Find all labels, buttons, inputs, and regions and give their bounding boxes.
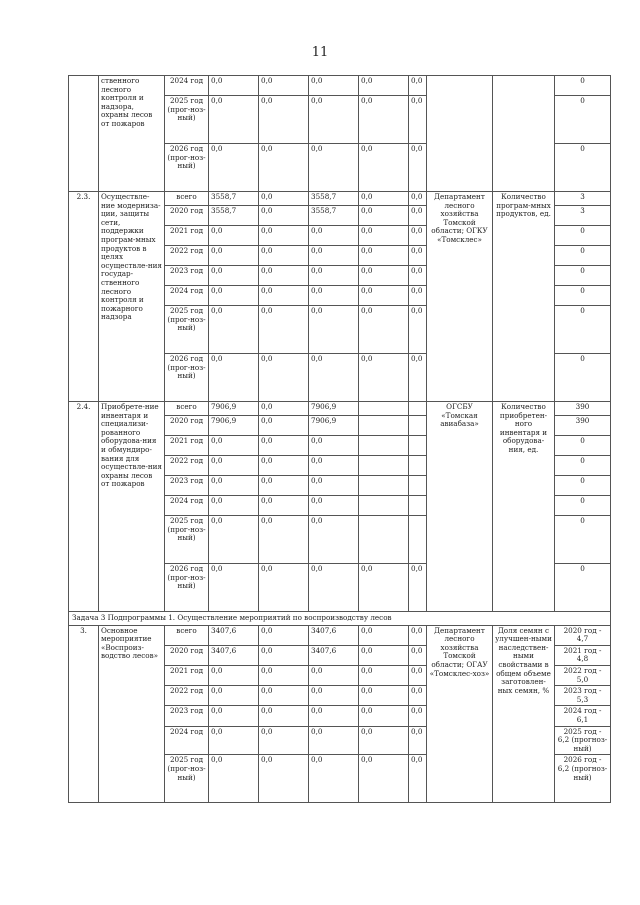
value-cell: 0,0 — [359, 226, 409, 246]
value-cell: 0,0 — [209, 726, 259, 755]
value-cell: 0,0 — [309, 226, 359, 246]
year-cell: 2025 год (прог-ноз-ный) — [165, 516, 209, 564]
value-cell — [409, 402, 427, 416]
value-cell: 0,0 — [359, 286, 409, 306]
value-cell: 0,0 — [409, 226, 427, 246]
value-cell: 0,0 — [309, 755, 359, 803]
value-cell: 0,0 — [309, 726, 359, 755]
year-cell: 2025 год (прог-ноз-ный) — [165, 755, 209, 803]
value-cell: 0,0 — [359, 206, 409, 226]
target-value: 0 — [555, 354, 611, 402]
value-cell: 0,0 — [359, 246, 409, 266]
value-cell: 0,0 — [209, 354, 259, 402]
value-cell: 3558,7 — [309, 206, 359, 226]
executor-cell: Департамент лесного хозяйства Томской области; ОГКУ «Томсклес» — [427, 192, 493, 402]
value-cell: 0,0 — [409, 706, 427, 726]
year-cell: всего — [165, 625, 209, 645]
value-cell: 0,0 — [259, 665, 309, 685]
value-cell: 0,0 — [259, 496, 309, 516]
value-cell: 0,0 — [409, 266, 427, 286]
value-cell: 0,0 — [409, 354, 427, 402]
year-cell: 2021 год — [165, 436, 209, 456]
value-cell: 0,0 — [309, 436, 359, 456]
executor-cell: Департамент лесного хозяйства Томской области; ОГАУ «Томсклес-хоз» — [427, 625, 493, 803]
value-cell: 0,0 — [209, 436, 259, 456]
value-cell: 0,0 — [259, 306, 309, 354]
year-cell: 2022 год — [165, 686, 209, 706]
value-cell: 0,0 — [409, 645, 427, 665]
value-cell: 0,0 — [259, 96, 309, 144]
table-row — [69, 625, 611, 645]
task-row — [69, 612, 611, 626]
value-cell: 0,0 — [359, 306, 409, 354]
value-cell: 0,0 — [409, 192, 427, 206]
value-cell: 0,0 — [309, 564, 359, 612]
value-cell: 0,0 — [209, 76, 259, 96]
measure-name: Приобрете-ние инвентаря и специализи-рованного оборудова-ния и обмундиро-вания для осуществле-ния охраны лесов от пожаров — [99, 402, 165, 612]
value-cell: 0,0 — [259, 706, 309, 726]
table-row — [69, 402, 611, 416]
measure-name: Осуществле-ние модерниза-ции, защиты сети, поддержки програм-мных продуктов в целях осуществле-ния государ-ственного лесного контроля и пожарного надзора — [99, 192, 165, 402]
value-cell: 0,0 — [359, 755, 409, 803]
value-cell: 0,0 — [409, 564, 427, 612]
table-row — [69, 192, 611, 206]
executor-cell: ОГСБУ «Томская авиабаза» — [427, 402, 493, 612]
executor-cell — [427, 76, 493, 192]
value-cell: 0,0 — [409, 625, 427, 645]
value-cell: 0,0 — [259, 354, 309, 402]
value-cell: 0,0 — [409, 686, 427, 706]
target-value: 2022 год - 5,0 — [555, 665, 611, 685]
year-cell: 2023 год — [165, 706, 209, 726]
value-cell: 7906,9 — [309, 416, 359, 436]
value-cell: 0,0 — [309, 354, 359, 402]
value-cell: 0,0 — [359, 625, 409, 645]
value-cell: 0,0 — [359, 76, 409, 96]
target-value: 0 — [555, 96, 611, 144]
year-cell: 2024 год — [165, 76, 209, 96]
value-cell: 0,0 — [359, 192, 409, 206]
value-cell: 0,0 — [259, 416, 309, 436]
value-cell: 0,0 — [309, 286, 359, 306]
value-cell: 0,0 — [209, 286, 259, 306]
value-cell: 0,0 — [209, 665, 259, 685]
value-cell: 7906,9 — [209, 416, 259, 436]
value-cell: 0,0 — [209, 246, 259, 266]
value-cell: 0,0 — [309, 306, 359, 354]
value-cell: 0,0 — [259, 436, 309, 456]
year-cell: 2024 год — [165, 286, 209, 306]
year-cell: 2025 год (прог-ноз-ный) — [165, 306, 209, 354]
target-value: 390 — [555, 402, 611, 416]
value-cell — [409, 496, 427, 516]
value-cell — [359, 456, 409, 476]
year-cell: всего — [165, 192, 209, 206]
target-value: 3 — [555, 206, 611, 226]
value-cell: 0,0 — [209, 516, 259, 564]
value-cell — [409, 456, 427, 476]
target-value: 0 — [555, 564, 611, 612]
value-cell: 0,0 — [409, 665, 427, 685]
value-cell: 3558,7 — [209, 206, 259, 226]
row-number: 2.3. — [69, 192, 99, 402]
value-cell: 0,0 — [309, 144, 359, 192]
value-cell: 0,0 — [309, 266, 359, 286]
value-cell: 0,0 — [409, 144, 427, 192]
value-cell: 0,0 — [209, 706, 259, 726]
year-cell: 2026 год (прог-ноз-ный) — [165, 144, 209, 192]
year-cell: 2024 год — [165, 726, 209, 755]
value-cell: 3407,6 — [309, 645, 359, 665]
value-cell: 0,0 — [259, 476, 309, 496]
value-cell: 0,0 — [409, 755, 427, 803]
value-cell: 0,0 — [309, 456, 359, 476]
value-cell: 0,0 — [259, 246, 309, 266]
value-cell: 0,0 — [259, 645, 309, 665]
year-cell: 2023 год — [165, 266, 209, 286]
value-cell: 0,0 — [259, 266, 309, 286]
value-cell: 0,0 — [359, 665, 409, 685]
value-cell: 0,0 — [209, 226, 259, 246]
value-cell — [409, 436, 427, 456]
value-cell: 0,0 — [359, 564, 409, 612]
value-cell: 0,0 — [309, 686, 359, 706]
value-cell — [359, 402, 409, 416]
value-cell: 0,0 — [359, 706, 409, 726]
value-cell — [409, 516, 427, 564]
value-cell: 0,0 — [259, 516, 309, 564]
value-cell: 0,0 — [259, 402, 309, 416]
value-cell — [409, 476, 427, 496]
row-number — [69, 76, 99, 192]
target-value: 0 — [555, 144, 611, 192]
indicator-cell: Количество програм-мных продуктов, ед. — [493, 192, 555, 402]
value-cell: 3407,6 — [309, 625, 359, 645]
value-cell: 0,0 — [209, 266, 259, 286]
value-cell: 0,0 — [259, 755, 309, 803]
value-cell: 0,0 — [309, 496, 359, 516]
value-cell: 0,0 — [209, 755, 259, 803]
value-cell: 3558,7 — [209, 192, 259, 206]
value-cell — [409, 416, 427, 436]
value-cell: 0,0 — [359, 686, 409, 706]
target-value: 0 — [555, 226, 611, 246]
target-value: 0 — [555, 76, 611, 96]
value-cell: 0,0 — [359, 144, 409, 192]
value-cell: 0,0 — [209, 306, 259, 354]
year-cell: 2022 год — [165, 456, 209, 476]
target-value: 0 — [555, 456, 611, 476]
target-value: 390 — [555, 416, 611, 436]
value-cell: 0,0 — [409, 306, 427, 354]
value-cell: 3558,7 — [309, 192, 359, 206]
target-value: 3 — [555, 192, 611, 206]
measure-name: ственного лесного контроля и надзора, охраны лесов от пожаров — [99, 76, 165, 192]
year-cell: 2023 год — [165, 476, 209, 496]
target-value: 0 — [555, 266, 611, 286]
target-value: 0 — [555, 246, 611, 266]
value-cell: 0,0 — [209, 496, 259, 516]
value-cell: 0,0 — [259, 686, 309, 706]
year-cell: 2020 год — [165, 206, 209, 226]
year-cell: 2026 год (прог-ноз-ный) — [165, 564, 209, 612]
value-cell: 7906,9 — [209, 402, 259, 416]
value-cell: 0,0 — [259, 76, 309, 96]
value-cell: 0,0 — [359, 266, 409, 286]
value-cell: 0,0 — [309, 246, 359, 266]
value-cell: 0,0 — [359, 726, 409, 755]
target-value: 2023 год - 5,3 — [555, 686, 611, 706]
value-cell: 0,0 — [209, 456, 259, 476]
indicator-cell: Доля семян с улучшен-ными наследствен-ными свойствами в общем объеме заготовлен-ных семян, % — [493, 625, 555, 803]
value-cell: 0,0 — [259, 144, 309, 192]
target-value: 2021 год - 4,8 — [555, 645, 611, 665]
year-cell: 2021 год — [165, 226, 209, 246]
target-value: 2026 год - 6,2 (прогноз-ный) — [555, 755, 611, 803]
target-value: 0 — [555, 516, 611, 564]
value-cell: 0,0 — [359, 354, 409, 402]
value-cell: 0,0 — [359, 645, 409, 665]
value-cell: 0,0 — [409, 96, 427, 144]
value-cell: 0,0 — [409, 206, 427, 226]
value-cell: 0,0 — [259, 625, 309, 645]
year-cell: 2025 год (прог-ноз-ный) — [165, 96, 209, 144]
budget-table — [68, 75, 611, 803]
page-number: 11 — [311, 45, 329, 60]
year-cell: всего — [165, 402, 209, 416]
value-cell: 0,0 — [209, 96, 259, 144]
value-cell: 0,0 — [309, 76, 359, 96]
target-value: 0 — [555, 476, 611, 496]
year-cell: 2026 год (прог-ноз-ный) — [165, 354, 209, 402]
value-cell: 3407,6 — [209, 645, 259, 665]
indicator-cell — [493, 76, 555, 192]
value-cell: 0,0 — [409, 286, 427, 306]
value-cell: 0,0 — [209, 686, 259, 706]
value-cell: 0,0 — [409, 246, 427, 266]
measure-name: Основное мероприятие «Воспроиз-водство лесов» — [99, 625, 165, 803]
row-number: 2.4. — [69, 402, 99, 612]
value-cell — [359, 516, 409, 564]
value-cell: 0,0 — [209, 476, 259, 496]
target-value: 2020 год - 4,7 — [555, 625, 611, 645]
value-cell: 0,0 — [409, 726, 427, 755]
target-value: 2025 год - 6,2 (прогноз-ный) — [555, 726, 611, 755]
value-cell: 0,0 — [259, 726, 309, 755]
value-cell: 0,0 — [259, 564, 309, 612]
value-cell — [359, 476, 409, 496]
value-cell: 7906,9 — [309, 402, 359, 416]
year-cell: 2020 год — [165, 645, 209, 665]
value-cell: 0,0 — [259, 226, 309, 246]
year-cell: 2022 год — [165, 246, 209, 266]
target-value: 2024 год - 6,1 — [555, 706, 611, 726]
row-number: 3. — [69, 625, 99, 803]
value-cell: 0,0 — [259, 286, 309, 306]
target-value: 0 — [555, 436, 611, 456]
value-cell — [359, 496, 409, 516]
value-cell: 0,0 — [209, 564, 259, 612]
target-value: 0 — [555, 306, 611, 354]
value-cell: 0,0 — [209, 144, 259, 192]
value-cell: 0,0 — [309, 96, 359, 144]
value-cell — [359, 436, 409, 456]
year-cell: 2024 год — [165, 496, 209, 516]
value-cell: 0,0 — [359, 96, 409, 144]
value-cell — [359, 416, 409, 436]
value-cell: 0,0 — [309, 706, 359, 726]
target-value: 0 — [555, 496, 611, 516]
table-row — [69, 76, 611, 96]
indicator-cell: Количество приобретен-ного инвентаря и оборудова-ния, ед. — [493, 402, 555, 612]
year-cell: 2020 год — [165, 416, 209, 436]
value-cell: 0,0 — [259, 192, 309, 206]
value-cell: 0,0 — [309, 665, 359, 685]
value-cell: 0,0 — [409, 76, 427, 96]
value-cell: 0,0 — [259, 206, 309, 226]
value-cell: 0,0 — [309, 476, 359, 496]
target-value: 0 — [555, 286, 611, 306]
task-heading: Задача 3 Подпрограммы 1. Осуществление мероприятий по воспроизводству лесов — [69, 612, 611, 626]
value-cell: 0,0 — [259, 456, 309, 476]
value-cell: 3407,6 — [209, 625, 259, 645]
year-cell: 2021 год — [165, 665, 209, 685]
value-cell: 0,0 — [309, 516, 359, 564]
